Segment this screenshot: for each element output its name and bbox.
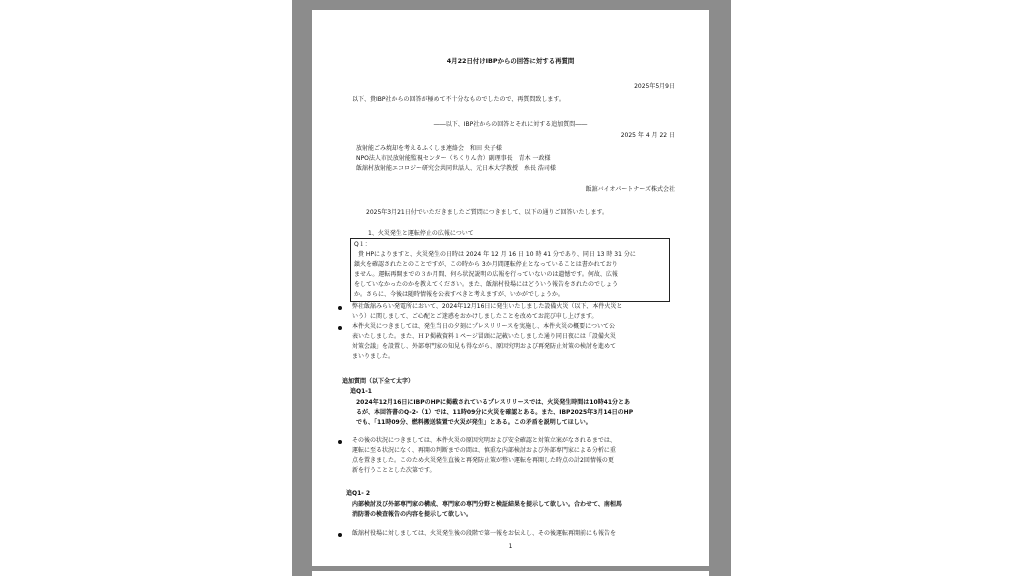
bullet-icon <box>338 326 342 330</box>
question-line: 貴 HPによりますと、火災発生の日時は 2024 年 12 月 16 日 10 時 41 分であり、同日 13 時 31 分に <box>358 251 636 258</box>
additional-question-line: でも、「11時09分、燃料搬送装置で火災が発生」とある。この矛盾を説明してほしい。 <box>356 419 592 426</box>
recipient-line: NPO法人市民放射能監視センター（ちくりん舎）副理事長 青木 一政様 <box>356 155 551 162</box>
date-reply: 2025 年 4 月 22 日 <box>620 132 675 139</box>
question-line: 鎮火を確認されたとのことですが、この時から 3か月間運転停止となっていることは書かれており <box>354 261 618 268</box>
question-line: か。さらに、今後は随時情報を公表すべきと考えますが、いかがでしょうか。 <box>354 291 564 298</box>
date-top: 2025年5月9日 <box>634 83 675 90</box>
page-number: 1 <box>508 543 513 550</box>
recipient-line: 放射能ごみ焼却を考えるふくしま連絡会 和田 央子様 <box>356 145 502 152</box>
recipient-line: 飯舘村放射能エコロジー研究会共同世話人、元日本大学教授 糸長 浩司様 <box>356 165 556 172</box>
additional-question-label: 追Q1-1 <box>350 388 372 395</box>
answer-line: 点を置きました。このため火災発生直後と再発防止策が整い運転を再開した時点の計2回情報の更 <box>352 457 614 464</box>
section-heading: 1、火災発生と運転停止の広報について <box>368 230 474 237</box>
bullet-icon <box>338 440 342 444</box>
answer-line: 新を行うこととした次第です。 <box>352 467 436 474</box>
question-label: Q１： <box>354 241 371 248</box>
additional-question-label: 追Q1- 2 <box>346 490 371 497</box>
answer-line: 飯舘村役場に対しましては、火災発生後の段階で第一報をお伝えし、その後運転再開前にも報告を <box>352 530 617 537</box>
bullet-icon <box>338 306 342 310</box>
answer-line: 本件火災につきましては、発生当日の夕刻にプレスリリースを実施し、本件火災の概要について公 <box>352 323 616 330</box>
answer-line: 運転に至る状況になく、再開の判断までの間は、慎重な内部検討および外部専門家による分析に重 <box>352 447 616 454</box>
opening-text: 2025年3月21日付でいただきましたご質問につきまして、以下の通りご回答いたします。 <box>366 209 609 216</box>
question-line: ません。運転再開までの３か月間、何ら状況説明の広報を行っていないのは遺憾です。何故、広報 <box>354 271 618 278</box>
answer-line: 弊社飯舘みらい発電所において、2024年12月16日に発生いたしました設備火災（以下、本件火災と <box>352 303 623 310</box>
additional-question-line: 内部検討及び外部専門家の構成、専門家の専門分野と検証結果を提示して欲しい。合わせて、南相馬 <box>352 501 622 508</box>
intro-text: 以下、貴IBP社からの回答が極めて不十分なものでしたので、再質問致します。 <box>352 96 565 103</box>
answer-line: まいりました。 <box>352 353 395 360</box>
answer-line: 表いたしました。また、ＨＰ掲載資料１ページ冒頭に記載いたしました通り同日夜には「設備火災 <box>352 333 616 340</box>
answer-line: 対策会議」を設置し、外部専門家の知見も得ながら、原因究明および再発防止対策の検討を進めて <box>352 343 617 350</box>
question-line: をしていなかったのかを教えてください。また、飯舘村役場にはどういう報告をされたのでしょう <box>354 281 619 288</box>
answer-line: いう）に関しまして、ご心配とご迷惑をおかけしましたことを改めてお詫び申し上げます。 <box>352 313 598 320</box>
page-title: 4月22日付けIBPからの回答に対する再質問 <box>446 57 575 65</box>
next-page-edge <box>312 571 709 576</box>
additional-question-line: るが、本回答書のQ-2-（1）では、11時09分に火災を確認とある。また、IBP2025年3月14日のHP <box>356 409 634 416</box>
sender-name: 飯舘バイオパートナーズ株式会社 <box>585 186 675 193</box>
document-page <box>312 10 709 566</box>
answer-line: その後の状況につきましては、本件火災の原因究明および安全確認と対策立案がなされるまでは、 <box>352 437 616 444</box>
additional-question-line: 消防署の検査報告の内容を提示して欲しい。 <box>352 511 473 518</box>
additional-heading: 追加質問（以下全て太字） <box>342 378 415 385</box>
additional-question-line: 2024年12月16日にIBPのHPに掲載されているプレスリリースでは、火災発生時間は10時41分とあ <box>356 399 631 406</box>
bullet-icon <box>338 533 342 537</box>
divider-text: ――以下、IBP社からの回答とそれに対する追加質問―― <box>433 121 588 128</box>
